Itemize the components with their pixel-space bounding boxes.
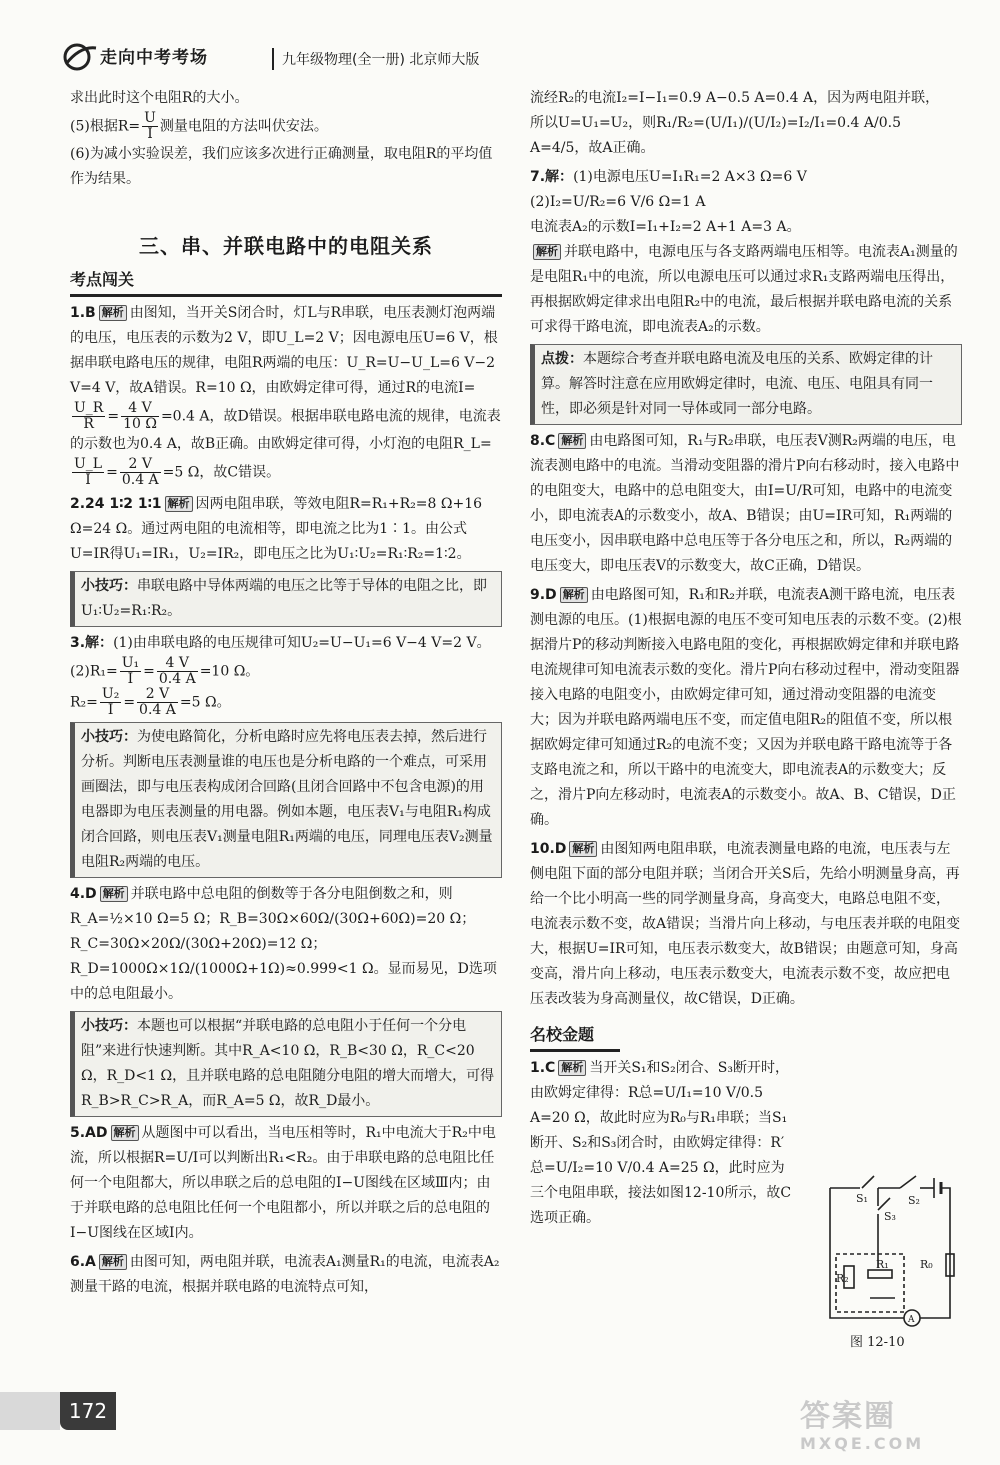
fraction xyxy=(100,687,121,718)
page-number: 172 xyxy=(60,1392,116,1430)
denominator: 0.4 A xyxy=(139,702,176,718)
analysis-badge: 解析 xyxy=(533,244,561,260)
watermark xyxy=(800,1400,924,1454)
label-s2: S₂ xyxy=(908,1194,920,1207)
tip-label: 小技巧： xyxy=(81,729,137,745)
answer-number: 1.B xyxy=(70,305,96,321)
label-r2: R₂ xyxy=(836,1272,849,1285)
tip-label: 小技巧： xyxy=(81,578,137,594)
denominator: 10 Ω xyxy=(123,416,157,432)
equals-sign: = xyxy=(143,663,155,680)
wire xyxy=(920,1188,950,1318)
equals-sign: = xyxy=(106,464,118,481)
page-edge-bar xyxy=(0,1392,60,1430)
text: 由图知两电阻串联，电流表测量电路的电流，电压表与左侧电阻下面的部分电阻并联；当闭合开关S后，先给小明测量身高，再给一个比小明高一些的同学测量身高，身高变大，电路总电阻不变，电流表示数不变，故A错误；当滑片向上移动，与电压表并联的电阻变大，根据U=IR可知，电压表示数变大，故B错误；由题意可知，身高变高，滑片向上移动，电压表示数变大，电流表示数不变，故应把电压表改装为身高测量仪，故C错误，D正确。 xyxy=(530,841,961,1007)
fraction xyxy=(137,687,178,718)
denominator: R xyxy=(83,416,94,432)
answer-3 xyxy=(70,631,502,656)
answer-4 xyxy=(70,882,502,1007)
tip-text: 为使电路简化，分析电路时应先将电压表去掉，然后进行分析。判断电压表测量谁的电压也是分析电路的一个难点，可采用画圈法，即与电压表构成闭合回路(且闭合回路中不包含电源)的用电器即为电压表测量的用电器。例如本题，电压表V₁与电阻R₁构成闭合回路，则电压表V₁测量电阻R₁两端的电压，同理电压表V₂测量电阻R₂两端的电压。 xyxy=(81,729,493,870)
denominator: 0.4 A xyxy=(158,671,196,687)
answer-10 xyxy=(530,837,962,1012)
section-title: 三、串、并联电路中的电阻关系 xyxy=(139,234,433,258)
numerator: 2 V xyxy=(120,457,161,473)
text: 测量电阻的方法叫伏安法。 xyxy=(159,118,328,135)
fraction xyxy=(142,111,158,142)
text-top: 求出此时这个电阻R的大小。 xyxy=(70,90,249,106)
label-s1: S₁ xyxy=(856,1192,868,1205)
analysis-badge: 解析 xyxy=(99,1254,127,1270)
wire xyxy=(830,1188,860,1318)
answer-8 xyxy=(530,429,962,579)
numerator: U₁ xyxy=(121,655,140,671)
answer-number: 8.C xyxy=(530,433,556,449)
text: 由电路图可知，R₁和R₂并联，电流表A测干路电流，电压表测电源的电压。(1)根据电源的电压不变可知电压表的示数不变。(2)根据滑片P的移动判断接入电路电阻的变化，再根据欧姆定律和并联电路电流规律可知电流表示数的变化。滑片P向右移动过程中，滑动变阻器接入电路的电阻变小，由欧姆定律可知，通过滑动变阻器的电流变大；因为并联电路两端电压不变，而定值电阻R₂的阻值不变，所以根据欧姆定律可知通过R₂的电流不变；又因为并联电路干路电流等于各支路电流之和，所以干路中的电流变大，即电流表A的示数变大；反之，滑片P向左移动时，电流表A的示数变小。故A、B、C错误，D正确。 xyxy=(530,587,962,828)
denominator: I xyxy=(107,702,114,718)
answer-7-analysis xyxy=(530,240,962,340)
analysis-badge: 解析 xyxy=(560,587,588,603)
hint-text: 本题综合考查并联电路电流及电压的关系、欧姆定律的计算。解答时注意在应用欧姆定律时，电流、电压、电阻具有同一性，即必须是针对同一导体或同一部分电路。 xyxy=(541,351,933,417)
text: (5)根据R= xyxy=(70,118,141,135)
hint-label: 点拨： xyxy=(541,351,583,367)
tip-box xyxy=(70,571,502,627)
answer-number: 10.D xyxy=(530,841,567,857)
header-divider xyxy=(272,48,274,70)
analysis-badge: 解析 xyxy=(165,496,193,512)
answer-number: 1.C xyxy=(530,1060,556,1076)
analysis-badge: 解析 xyxy=(558,433,586,449)
analysis-badge: 解析 xyxy=(558,1060,586,1076)
text: 并联电路中，电源电压与各支路两端电压相等。电流表A₁测量的是电阻R₁中的电流，所以电源电压可以通过求R₁支路两端电压得出，再根据欧姆定律求出电阻R₂中的电流，最后根据并联电路电流的关系可求得干路电流，即电流表A₂的示数。 xyxy=(530,244,958,335)
text-item-5 xyxy=(70,111,502,142)
subsection-title-famous-school: 名校金题 xyxy=(530,1022,620,1052)
numerator: 4 V xyxy=(121,401,159,417)
brand-logo-icon xyxy=(62,42,98,72)
analysis-badge: 解析 xyxy=(99,305,127,321)
label-ammeter: A xyxy=(908,1315,915,1325)
answer-9 xyxy=(530,583,962,833)
text: 因两电阻串联，等效电阻R=R₁+R₂=8 Ω+16 Ω=24 Ω。通过两电阻的电流相等，即电流之比为1∶1。由公式U=IR得U₁=IR₁，U₂=IR₂，即电压之比为U₁∶U₂=R₁∶R₂=1∶2。 xyxy=(70,496,483,562)
answer-1 xyxy=(70,301,502,488)
tip-box xyxy=(70,1011,502,1117)
text: 当开关S₁和S₂闭合、S₃断开时，由欧姆定律得：R总=U/I₁=10 V/0.5 A=20 Ω，故此时应为R₀与R₁串联；当S₁断开、S₂和S₃闭合时，由欧姆定律得：R′总=U/I₂=10 V/0.4 A=25 Ω，此时应为三个电阻串联，接法如图12-10所示，故C选项正确。 xyxy=(530,1060,792,1226)
tip-text: 串联电路中导体两端的电压之比等于导体的电阻之比，即U₁∶U₂=R₁∶R₂。 xyxy=(81,578,487,619)
answer-number: 7.解： xyxy=(530,169,574,185)
hint-box xyxy=(530,344,962,425)
numerator: U₂ xyxy=(101,686,120,702)
circuit-diagram xyxy=(800,1158,965,1358)
answer-number: 6.A xyxy=(70,1254,96,1270)
answer-6-continued-2: 所以U=U₁=U₂，则R₁/R₂=(U/I₁)/(U/I₂)=I₂/I₁=0.4 A/0.5 A=4/5，故A正确。 xyxy=(530,115,901,156)
switch-s3-blade xyxy=(878,1198,890,1210)
tip-box xyxy=(70,722,502,878)
text: =10 Ω。 xyxy=(199,663,260,680)
book-subtitle: 九年级物理(全一册) 北京师大版 xyxy=(282,52,480,68)
text: 并联电路中总电阻的倒数等于各分电阻倒数之和，则R_A=½×10 Ω=5 Ω；R_B=30Ω×60Ω/(30Ω+60Ω)=20 Ω；R_C=30Ω×20Ω/(30Ω+20Ω)=12 Ω；R_D=1000Ω×1Ω/(1000Ω+1Ω)≈0.999<1 Ω。显而易见，D选项中的总电阻最小。 xyxy=(70,886,497,1002)
answer-7 xyxy=(530,165,962,190)
fraction xyxy=(72,457,104,488)
equals-sign: = xyxy=(123,694,136,711)
answer-6 xyxy=(70,1250,502,1300)
answer-2 xyxy=(70,492,502,567)
switch-s2-blade xyxy=(900,1176,916,1188)
watermark-line-2: MXQE.COM xyxy=(800,1434,925,1453)
answer-3-step-2 xyxy=(70,656,502,687)
brand-title: 走向中考考场 xyxy=(100,48,208,68)
analysis-badge: 解析 xyxy=(111,1125,139,1141)
left-column xyxy=(70,86,502,1300)
numerator: 2 V xyxy=(137,687,178,703)
denominator: I xyxy=(85,472,91,488)
answer-7-step-2: (2)I₂=U/R₂=6 V/6 Ω=1 A xyxy=(530,194,706,210)
answer-7-step-3: 电流表A₂的示数I=I₁+I₂=2 A+1 A=3 A。 xyxy=(530,219,801,235)
text: =5 Ω，故C错误。 xyxy=(162,464,281,481)
answer-number: 5.AD xyxy=(70,1125,108,1141)
fraction xyxy=(120,457,161,488)
text: 从题图中可以看出，当电压相等时，R₁中电流大于R₂中电流，所以根据R=U/I可以判断出R₁<R₂。由于串联电路的总电阻比任何一个电阻都大，所以串联之后的总电阻的I−U图线在区域Ⅲ内；由于并联电路的总电阻比任何一个电阻都小，所以并联之后的总电阻的I−U图线在区域Ⅰ内。 xyxy=(70,1125,496,1241)
answer-number: 2.24 1∶2 1∶1 xyxy=(70,496,162,512)
text: 通过R的电流I= xyxy=(377,380,476,396)
fraction xyxy=(157,656,198,687)
page-header xyxy=(62,42,582,76)
watermark-line-1: 答案圈 xyxy=(800,1399,896,1434)
text: 由电路图可知，R₁与R₂串联，电压表V测R₂两端的电压，电流表测电路中的电流。当滑动变阻器的滑片P向右移动时，接入电路中的电阻变大，电路中的总电阻变大，由I=U/R可知，电路中的电流变小，即电流表A的示数变小，故A、B错误；由U=IR可知，R₁两端的电压变小，因串联电路中总电压等于各分电压之和，所以，R₂两端的电压变大，即电压表V的示数变大，故C正确，D错误。 xyxy=(530,433,960,574)
denominator: 0.4 A xyxy=(121,472,159,488)
numerator: U xyxy=(144,110,156,126)
switch-s1-blade xyxy=(862,1176,874,1188)
text: (1)电源电压U=I₁R₁=2 A×3 Ω=6 V xyxy=(573,169,807,185)
denominator: I xyxy=(147,126,153,142)
denominator: I xyxy=(127,671,134,687)
numerator: 4 V xyxy=(157,656,198,672)
answer-6-continued: 流经R₂的电流I₂=I−I₁=0.9 A−0.5 A=0.4 A，因为两电阻并联， xyxy=(530,90,940,106)
right-column xyxy=(530,86,962,1231)
text: (2)R₁= xyxy=(70,663,118,680)
analysis-badge: 解析 xyxy=(569,841,597,857)
text-item-6: (6)为减小实验误差，我们应该多次进行正确测量，取电阻R的平均值作为结果。 xyxy=(70,146,493,187)
answer-5 xyxy=(70,1121,502,1246)
famous-answer-1 xyxy=(530,1056,795,1231)
label-r0: R₀ xyxy=(920,1258,933,1271)
equals-sign: = xyxy=(107,408,120,425)
tip-label: 小技巧： xyxy=(81,1018,137,1034)
figure-caption: 图 12-10 xyxy=(850,1335,905,1350)
tip-text: 本题也可以根据“并联电路的总电阻小于任何一个分电阻”来进行快速判断。其中R_A<10 Ω，R_B<30 Ω，R_C<20 Ω，R_D<1 Ω，且并联电路的总电阻随分电阻的增大而增大，可得R_B>R_C>R_A，而R_A=5 Ω，故R_D最小。 xyxy=(81,1018,495,1109)
answer-number: 9.D xyxy=(530,587,557,603)
text: =0.4 A，故D错误。根据串联电路电流的规律，电流表的示数也为0.4 A，故B正确。由欧姆定律可得，小灯泡的电阻R_L= xyxy=(70,408,501,452)
text: 由图知，当开关S闭合时，灯L与R串联，电压表测灯泡两端的电压，电压表的示数为2 V，即U_L=2 V；因电源电压U=6 V，根据串联电路电压的规律，电阻R两端的电压：U_R=U−U_L=6 V−2 V=4 V，故A错误。R=10 Ω，由欧姆定律可得， xyxy=(70,305,498,396)
fraction xyxy=(120,656,141,687)
label-r1: R₁ xyxy=(876,1258,889,1271)
text: (1)由串联电路的电压规律可知U₂=U−U₁=6 V−4 V=2 V。 xyxy=(113,635,491,651)
label-s3: S₃ xyxy=(884,1210,896,1223)
analysis-badge: 解析 xyxy=(100,886,128,902)
text: 由图可知，两电阻并联，电流表A₁测量R₁的电流，电流表A₂测量干路的电流，根据并联电路的电流特点可知， xyxy=(70,1254,500,1295)
r1-resistor xyxy=(868,1270,892,1278)
numerator: U_L xyxy=(74,456,103,472)
fraction xyxy=(121,401,159,432)
text: =5 Ω。 xyxy=(179,694,231,711)
answer-number: 3.解： xyxy=(70,635,114,651)
fraction xyxy=(72,401,105,432)
answer-number: 4.D xyxy=(70,886,97,902)
subsection-title: 考点闯关 xyxy=(70,267,502,297)
answer-3-step-3 xyxy=(70,687,502,718)
numerator: U_R xyxy=(74,400,104,416)
text: R₂= xyxy=(70,694,98,711)
